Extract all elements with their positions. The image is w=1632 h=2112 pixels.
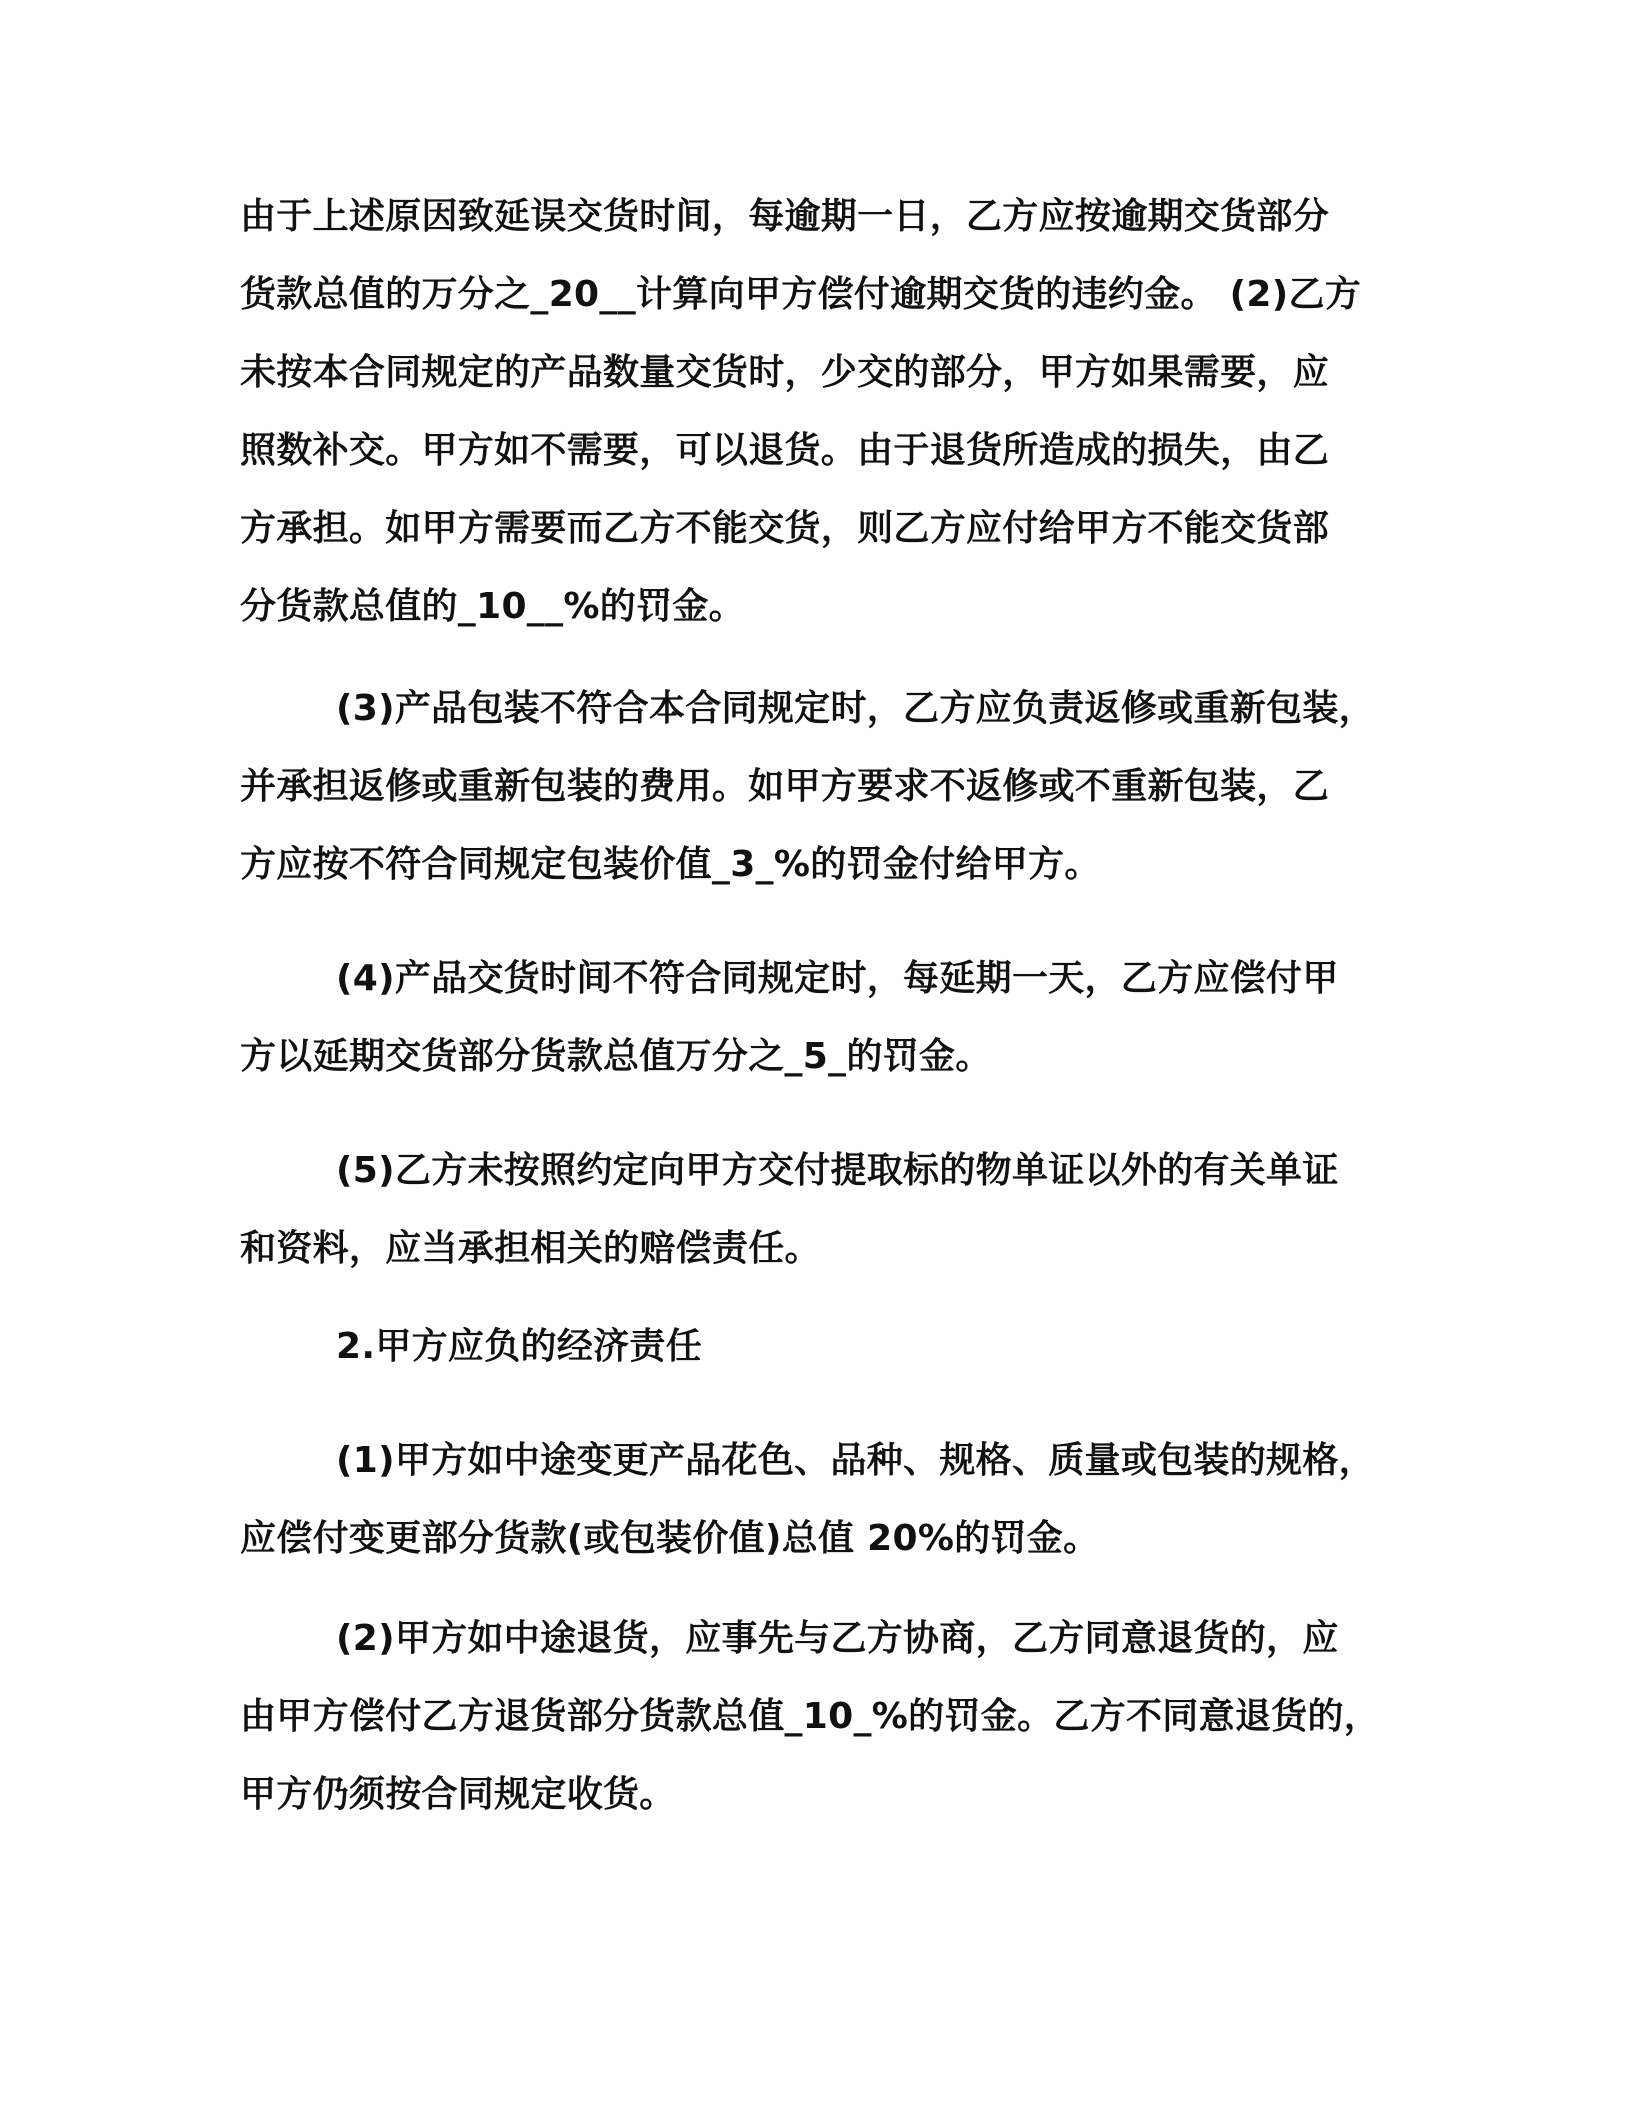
text-line: 由于上述原因致延误交货时间，每逾期一日，乙方应按逾期交货部分: [240, 196, 1330, 237]
text-line: (3)产品包装不符合本合同规定时，乙方应负责返修或重新包装，: [336, 688, 1375, 729]
text-line: 甲方仍须按合同规定收货。: [240, 1774, 676, 1815]
text-line: (4)产品交货时间不符合同规定时，每延期一天，乙方应偿付甲: [336, 958, 1339, 999]
text-line: 方承担。如甲方需要而乙方不能交货，则乙方应付给甲方不能交货部: [240, 508, 1330, 549]
section-heading-party-a-liability: [240, 1308, 1390, 1386]
text-line: 和资料，应当承担相关的赔偿责任。: [240, 1228, 821, 1269]
paragraph-delay-penalty: [240, 178, 1390, 646]
text-line: 未按本合同规定的产品数量交货时，少交的部分，甲方如果需要，应: [240, 352, 1330, 393]
text-line: 应偿付变更部分货款(或包装价值)总值 20%的罚金。: [240, 1518, 1100, 1559]
text-line: (1)甲方如中途变更产品花色、品种、规格、质量或包装的规格，: [336, 1440, 1375, 1481]
paragraph-change-order-clause: [240, 1422, 1390, 1578]
paragraph-delivery-time-clause: [240, 940, 1390, 1096]
section-heading: 2.甲方应负的经济责任: [336, 1326, 703, 1367]
paragraph-documents-clause: [240, 1132, 1390, 1288]
text-line: 并承担返修或重新包装的费用。如甲方要求不返修或不重新包装，乙: [240, 766, 1330, 807]
paragraph-packaging-clause: [240, 670, 1390, 904]
text-line: 货款总值的万分之_20__计算向甲方偿付逾期交货的违约金。 (2)乙方: [240, 274, 1362, 315]
text-line: 方应按不符合同规定包装价值_3_%的罚金付给甲方。: [240, 844, 1101, 885]
paragraph-return-clause: [240, 1600, 1390, 1834]
text-line: 照数补交。甲方如不需要，可以退货。由于退货所造成的损失，由乙: [240, 430, 1330, 471]
text-line: (2)甲方如中途退货，应事先与乙方协商，乙方同意退货的，应: [336, 1618, 1339, 1659]
text-line: 由甲方偿付乙方退货部分货款总值_10_%的罚金。乙方不同意退货的，: [240, 1696, 1381, 1737]
text-line: 分货款总值的_10__%的罚金。: [240, 586, 745, 627]
text-line: 方以延期交货部分货款总值万分之_5_的罚金。: [240, 1036, 992, 1077]
text-line: (5)乙方未按照约定向甲方交付提取标的物单证以外的有关单证: [336, 1150, 1339, 1191]
